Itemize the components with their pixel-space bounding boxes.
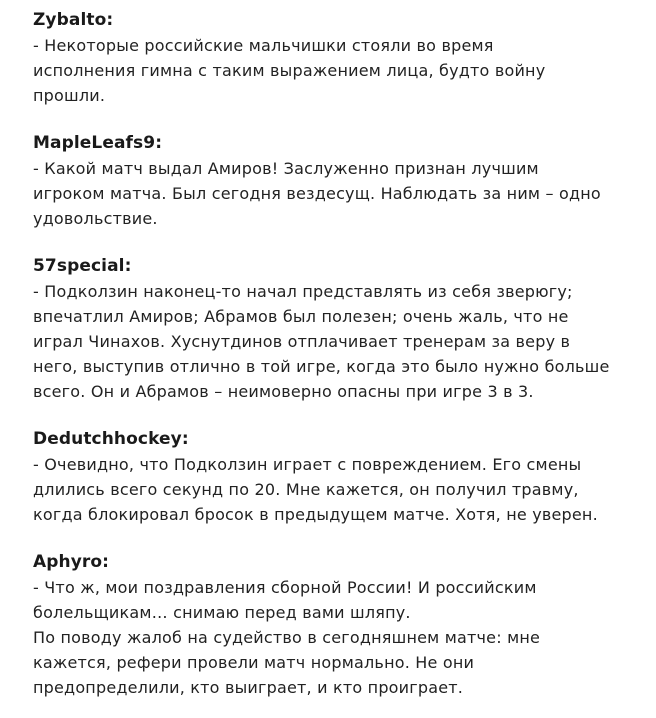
comment-text-line: предопределили, кто выиграет, и кто проиграет.	[33, 678, 464, 697]
comment-aphyro	[33, 550, 646, 700]
comment-text-line: По поводу жалоб на судейство в сегодняшнем матче: мне	[33, 628, 541, 647]
comment-author: Dedutchhockey:	[33, 429, 189, 449]
comment-author: 57special:	[33, 256, 132, 276]
comment-dedutchhockey	[33, 427, 646, 527]
comment-text-line: всего. Он и Абрамов – неимоверно опасны при игре 3 в 3.	[33, 382, 534, 401]
comment-text-line: прошли.	[33, 86, 106, 105]
comment-text-line: исполнения гимна с таким выражением лица, будто войну	[33, 61, 546, 80]
comment-57special	[33, 254, 646, 404]
comment-text-line: играл Чинахов. Хуснутдинов отплачивает тренерам за веру в	[33, 332, 571, 351]
comment-text-line: удовольствие.	[33, 209, 158, 228]
comment-text-line: длились всего секунд по 20. Мне кажется, он получил травму,	[33, 480, 579, 499]
comment-text-line: него, выступив отлично в той игре, когда это было нужно больше	[33, 357, 610, 376]
comment-text-line: - Что ж, мои поздравления сборной России! И российским	[33, 578, 537, 597]
comment-author: MapleLeafs9:	[33, 133, 163, 153]
comment-author: Zybalto:	[33, 10, 114, 30]
comment-text-line: когда блокировал бросок в предыдущем матче. Хотя, не уверен.	[33, 505, 598, 524]
comment-text-line: - Подколзин наконец-то начал представлять из себя зверюгу;	[33, 282, 573, 301]
comment-author: Aphyro:	[33, 552, 110, 572]
comment-text-line: игроком матча. Был сегодня вездесущ. Наблюдать за ним – одно	[33, 184, 601, 203]
comment-zybalto	[33, 8, 646, 108]
comment-text-line: болельщикам… снимаю перед вами шляпу.	[33, 603, 411, 622]
comment-text-line: впечатлил Амиров; Абрамов был полезен; очень жаль, что не	[33, 307, 569, 326]
comment-text-line: кажется, рефери провели матч нормально. Не они	[33, 653, 475, 672]
comment-text-line: - Какой матч выдал Амиров! Заслуженно признан лучшим	[33, 159, 539, 178]
comment-text-line: - Некоторые российские мальчишки стояли во время	[33, 36, 494, 55]
comment-text-line: - Очевидно, что Подколзин играет с повреждением. Его смены	[33, 455, 582, 474]
comment-mapleleafs9	[33, 131, 646, 231]
